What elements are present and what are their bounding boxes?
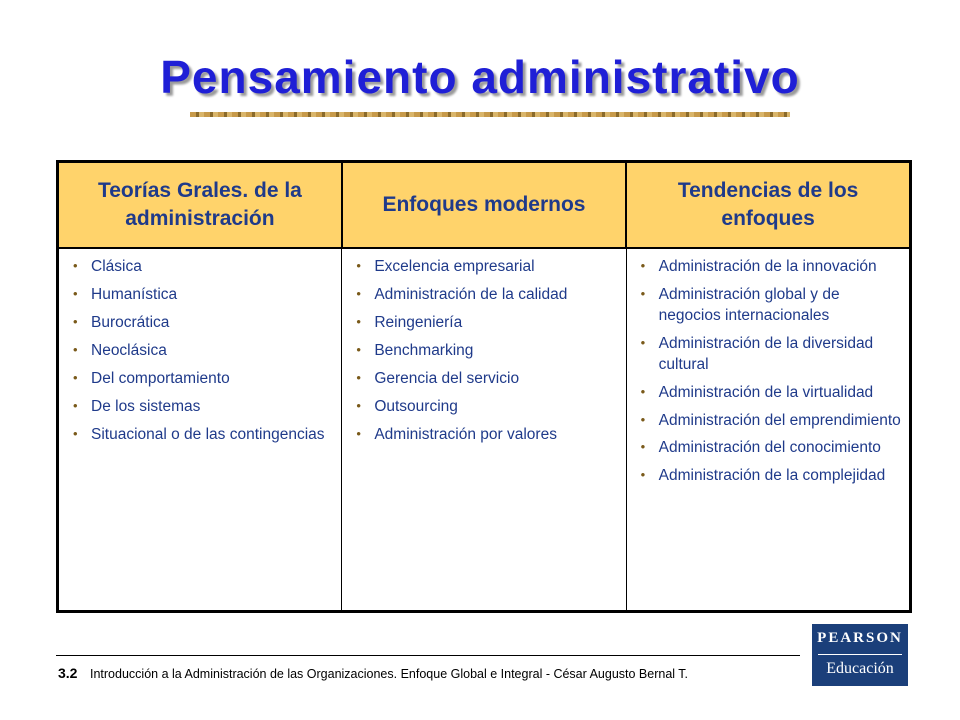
list-item: • Administración del conocimiento bbox=[635, 438, 903, 459]
footer-citation: Introducción a la Administración de las Organizaciones. Enfoque Global e Integral - César Augusto Bernal T. bbox=[90, 667, 689, 681]
list-item: • Gerencia del servicio bbox=[350, 369, 619, 390]
header-tendencias: Tendencias de los enfoques bbox=[626, 162, 910, 249]
list-tendencias bbox=[635, 257, 903, 487]
column-teorias bbox=[58, 248, 342, 612]
list-item: • Del comportamiento bbox=[67, 369, 335, 390]
slide-title: Pensamiento administrativo bbox=[160, 51, 800, 103]
list-teorias bbox=[67, 257, 335, 445]
list-item: • Excelencia empresarial bbox=[350, 257, 619, 278]
list-item: • Reingeniería bbox=[350, 313, 619, 334]
list-item: • Clásica bbox=[67, 257, 335, 278]
list-enfoques bbox=[350, 257, 619, 445]
concepts-table bbox=[56, 160, 912, 613]
slide-number: 3.2 bbox=[58, 665, 78, 681]
logo-subbrand: Educación bbox=[826, 660, 894, 677]
logo-brand: PEARSON bbox=[817, 630, 903, 646]
list-item: • Burocrática bbox=[67, 313, 335, 334]
list-item: • Administración de la innovación bbox=[635, 257, 903, 278]
footer-divider bbox=[56, 655, 800, 656]
pearson-logo bbox=[812, 624, 908, 686]
header-teorias: Teorías Grales. de la administración bbox=[58, 162, 342, 249]
list-item: • De los sistemas bbox=[67, 397, 335, 418]
list-item: • Administración del emprendimiento bbox=[635, 411, 903, 432]
table-row bbox=[58, 248, 911, 612]
list-item: • Administración por valores bbox=[350, 425, 619, 446]
list-item: • Situacional o de las contingencias bbox=[67, 425, 335, 446]
list-item: • Neoclásica bbox=[67, 341, 335, 362]
column-tendencias bbox=[626, 248, 910, 612]
list-item: • Administración de la virtualidad bbox=[635, 383, 903, 404]
list-item: • Administración de la calidad bbox=[350, 285, 619, 306]
title-underline bbox=[190, 112, 790, 117]
list-item: • Administración de la diversidad cultural bbox=[635, 334, 903, 376]
list-item: • Administración de la complejidad bbox=[635, 466, 903, 487]
table-header-row bbox=[58, 162, 911, 249]
logo-divider bbox=[818, 654, 902, 655]
column-enfoques bbox=[342, 248, 626, 612]
list-item: • Outsourcing bbox=[350, 397, 619, 418]
list-item: • Administración global y de negocios internacionales bbox=[635, 285, 903, 327]
header-enfoques: Enfoques modernos bbox=[342, 162, 626, 249]
list-item: • Humanística bbox=[67, 285, 335, 306]
list-item: • Benchmarking bbox=[350, 341, 619, 362]
